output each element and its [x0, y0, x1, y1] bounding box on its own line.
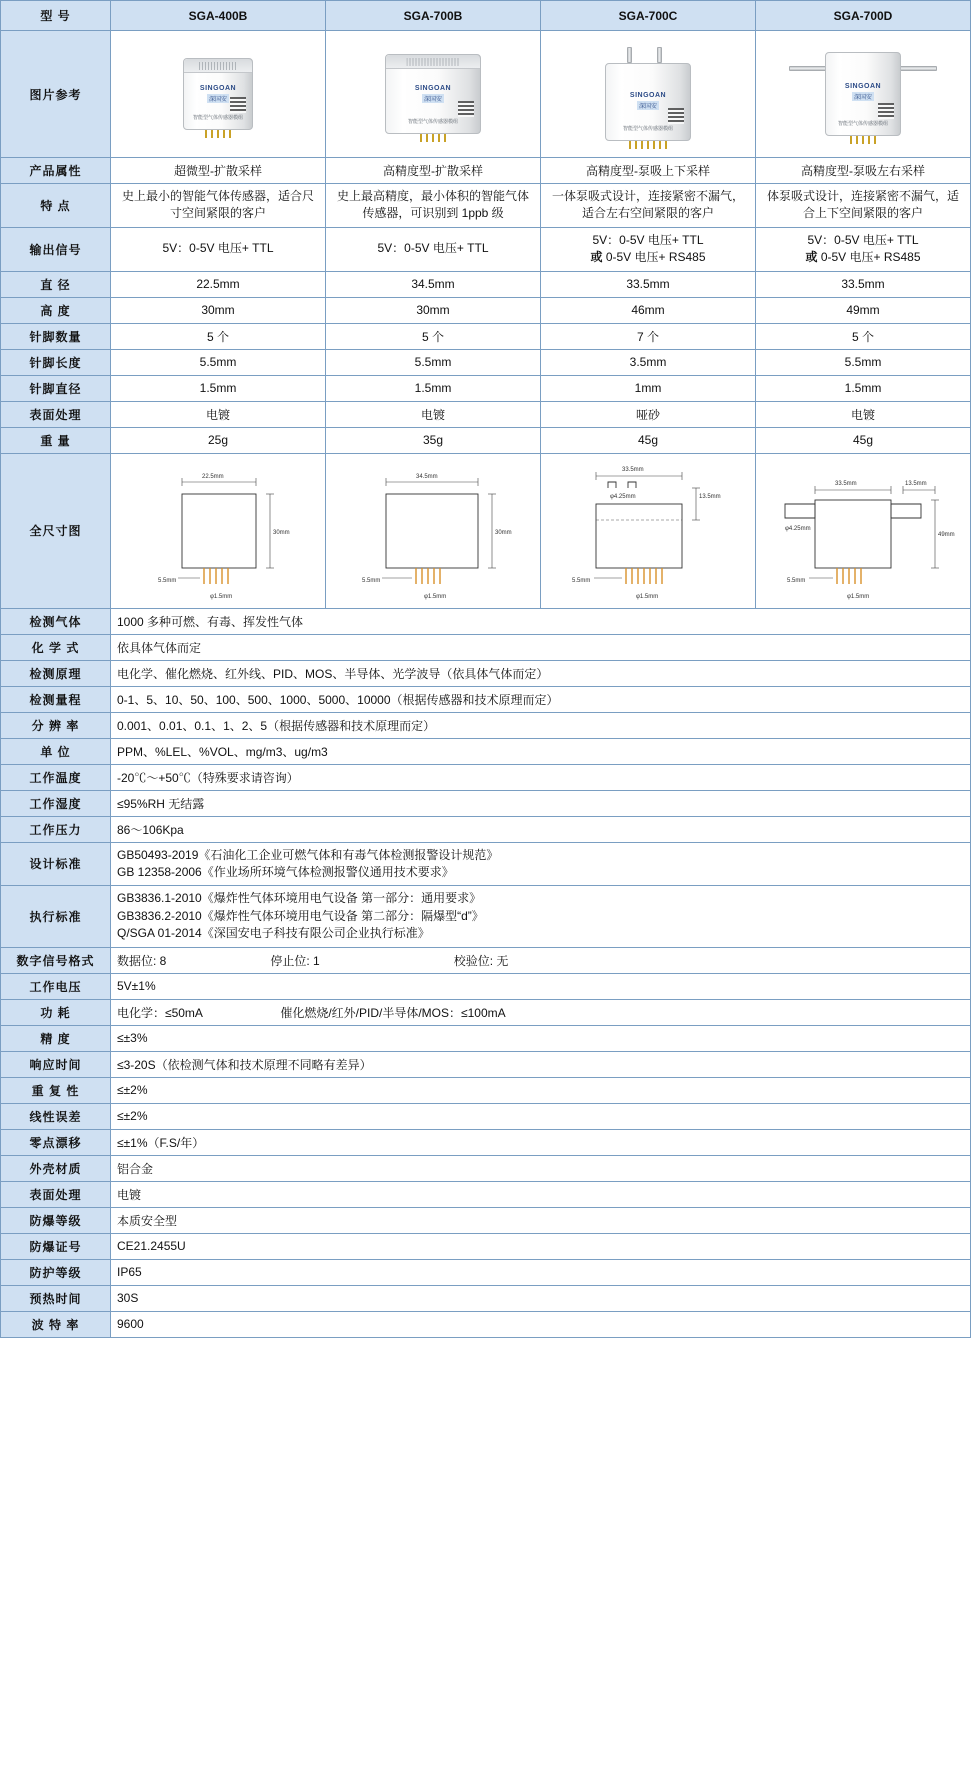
table-row-features	[1, 184, 971, 228]
table-row-explosion-proof-cert	[1, 1233, 971, 1259]
table-row-principle	[1, 660, 971, 686]
table-row-preheat-time	[1, 1285, 971, 1311]
accuracy-value: ≤±3%	[111, 1025, 971, 1051]
dimension-svg-2	[338, 458, 528, 604]
pin-diameter-value-4: 1.5mm	[756, 375, 971, 401]
table-row-pin-length	[1, 349, 971, 375]
working-temperature-value: -20℃～+50℃（特殊要求请咨询）	[111, 764, 971, 790]
table-row-response-time	[1, 1051, 971, 1077]
zero-drift-value: ≤±1%（F.S/年）	[111, 1129, 971, 1155]
dim2-pin-diameter-label: φ1.5mm	[424, 593, 447, 600]
feature-value-3: 一体泵吸式设计，连接紧密不漏气，适合左右空间紧限的客户	[541, 184, 756, 228]
row-label-weight: 重 量	[1, 427, 111, 453]
dimension-svg-1	[130, 458, 306, 604]
protection-grade-value: IP65	[111, 1259, 971, 1285]
row-label-explosion-proof-grade: 防爆等级	[1, 1207, 111, 1233]
table-row-pin-diameter	[1, 375, 971, 401]
row-label-working-voltage: 工作电压	[1, 973, 111, 999]
pin-count-value-2: 5 个	[326, 323, 541, 349]
sensor-subtext-1: 智能型气体传感器模组	[192, 115, 244, 121]
sensor-illustration-1	[183, 58, 253, 130]
pin-diameter-value-3: 1mm	[541, 375, 756, 401]
weight-value-1: 25g	[111, 427, 326, 453]
exec-standard-line-2: GB3836.2-2010《爆炸性气体环境用电气设备 第二部分：隔爆型“d”》	[117, 908, 484, 923]
table-row-baud-rate	[1, 1311, 971, 1337]
weight-value-2: 35g	[326, 427, 541, 453]
output-signal-4	[756, 227, 971, 271]
design-standard-line-1: GB50493-2019《石油化工企业可燃气体和有毒气体检测报警设计规范》	[117, 847, 499, 862]
surface-value-2: 电镀	[326, 401, 541, 427]
diameter-value-2: 34.5mm	[326, 271, 541, 297]
dimension-drawing-3	[541, 453, 756, 608]
row-label-attribute: 产品属性	[1, 158, 111, 184]
table-row-photos	[1, 31, 971, 158]
table-row-repeatability	[1, 1077, 971, 1103]
dim3-pin-length-label: 5.5mm	[572, 577, 591, 584]
table-row-weight	[1, 427, 971, 453]
diameter-value-3: 33.5mm	[541, 271, 756, 297]
row-label-shell-material: 外壳材质	[1, 1155, 111, 1181]
sensor-brand-4: SINGOAN	[844, 83, 882, 90]
row-label-explosion-proof-cert: 防爆证号	[1, 1233, 111, 1259]
row-label-working-temperature: 工作温度	[1, 764, 111, 790]
surface-value-3: 哑砂	[541, 401, 756, 427]
explosion-proof-grade-value: 本质安全型	[111, 1207, 971, 1233]
row-label-detect-gas: 检测气体	[1, 608, 111, 634]
row-label-surface-treatment-2: 表面处理	[1, 1181, 111, 1207]
table-row-resolution	[1, 712, 971, 738]
sensor-subtext-3: 智能型气体传感器模组	[622, 126, 674, 132]
attribute-value-3: 高精度型-泵吸上下采样	[541, 158, 756, 184]
row-label-accuracy: 精 度	[1, 1025, 111, 1051]
explosion-proof-cert-value: CE21.2455U	[111, 1233, 971, 1259]
dim3-nozzle-label: φ4.25mm	[610, 493, 636, 500]
chemical-formula-value: 依具体气体而定	[111, 634, 971, 660]
table-row-explosion-proof-grade	[1, 1207, 971, 1233]
design-standard-value	[111, 842, 971, 886]
diameter-value-4: 33.5mm	[756, 271, 971, 297]
table-row-digital-format	[1, 947, 971, 973]
principle-value: 电化学、催化燃烧、红外线、PID、MOS、半导体、光学波导（依具体气体而定）	[111, 660, 971, 686]
dim4-height-label: 49mm	[938, 531, 955, 538]
table-row-diameter	[1, 271, 971, 297]
model-cell-2: SGA-700B	[326, 1, 541, 31]
table-row-working-voltage	[1, 973, 971, 999]
table-row-exec-standard	[1, 886, 971, 947]
row-label-power-consumption: 功 耗	[1, 999, 111, 1025]
sensor-brand-cn-4: 深国安	[852, 92, 874, 101]
height-value-4: 49mm	[756, 297, 971, 323]
surface-value-1: 电镀	[111, 401, 326, 427]
shell-material-value: 铝合金	[111, 1155, 971, 1181]
table-row-power-consumption	[1, 999, 971, 1025]
diameter-value-1: 22.5mm	[111, 271, 326, 297]
row-label-pin-count: 针脚数量	[1, 323, 111, 349]
row-label-exec-standard: 执行标准	[1, 886, 111, 947]
working-humidity-value: ≤95%RH 无结露	[111, 790, 971, 816]
row-label-response-time: 响应时间	[1, 1051, 111, 1077]
pin-length-value-1: 5.5mm	[111, 349, 326, 375]
model-cell-4: SGA-700D	[756, 1, 971, 31]
unit-value: PPM、%LEL、%VOL、mg/m3、ug/m3	[111, 738, 971, 764]
row-label-pin-diameter: 针脚直径	[1, 375, 111, 401]
dim3-width-label: 33.5mm	[622, 466, 644, 473]
table-row-pin-count	[1, 323, 971, 349]
range-value: 0-1、5、10、50、100、500、1000、5000、10000（根据传感器和技术原理而定）	[111, 686, 971, 712]
dimension-drawing-4	[756, 453, 971, 608]
output-signal-3-line3: 0-5V 电压+ RS485	[605, 250, 706, 265]
weight-value-3: 45g	[541, 427, 756, 453]
dim4-pin-length-label: 5.5mm	[787, 577, 806, 584]
table-row-working-humidity	[1, 790, 971, 816]
table-row-attribute	[1, 158, 971, 184]
output-signal-3	[541, 227, 756, 271]
output-signal-3-line1: 5V：0-5V 电压+ TTL	[592, 232, 704, 247]
baud-rate-value: 9600	[111, 1311, 971, 1337]
row-label-baud-rate: 波 特 率	[1, 1311, 111, 1337]
row-label-range: 检测量程	[1, 686, 111, 712]
dim3-height-label: 13.5mm	[699, 493, 721, 500]
output-signal-2	[326, 227, 541, 271]
row-label-height: 高 度	[1, 297, 111, 323]
dimension-svg-4	[763, 458, 963, 604]
row-label-unit: 单 位	[1, 738, 111, 764]
row-label-model: 型 号	[1, 1, 111, 31]
repeatability-value: ≤±2%	[111, 1077, 971, 1103]
weight-value-4: 45g	[756, 427, 971, 453]
table-row-model	[1, 1, 971, 31]
pin-diameter-value-2: 1.5mm	[326, 375, 541, 401]
surface-treatment-2-value: 电镀	[111, 1181, 971, 1207]
digital-format-value	[111, 947, 971, 973]
output-signal-4-line3: 0-5V 电压+ RS485	[820, 250, 921, 265]
pin-count-value-4: 5 个	[756, 323, 971, 349]
dim2-pin-length-label: 5.5mm	[362, 577, 381, 584]
row-label-preheat-time: 预热时间	[1, 1285, 111, 1311]
dim1-pin-diameter-label: φ1.5mm	[210, 593, 233, 600]
table-row-output-signal	[1, 227, 971, 271]
sensor-subtext-4: 智能型气体传感器模组	[837, 121, 889, 127]
pin-count-value-3: 7 个	[541, 323, 756, 349]
table-row-shell-material	[1, 1155, 971, 1181]
table-row-unit	[1, 738, 971, 764]
sensor-brand-3: SINGOAN	[629, 92, 667, 99]
power-consumption-value	[111, 999, 971, 1025]
digital-format-data-bits: 数据位: 8	[117, 953, 167, 968]
sensor-brand-2: SINGOAN	[414, 85, 452, 92]
sensor-photo-sga700c	[541, 31, 756, 158]
dimension-drawing-1	[111, 453, 326, 608]
row-label-features: 特 点	[1, 184, 111, 228]
feature-value-2: 史上最高精度，最小体积的智能气体传感器，可识别到 1ppb 级	[326, 184, 541, 228]
dim2-width-label: 34.5mm	[416, 473, 438, 480]
row-label-chemical-formula: 化 学 式	[1, 634, 111, 660]
sensor-illustration-2	[385, 54, 481, 134]
design-standard-line-2: GB 12358-2006《作业场所环境气体检测报警仪通用技术要求》	[117, 864, 454, 879]
row-label-photos: 图片参考	[1, 31, 111, 158]
digital-format-stop-bits: 停止位: 1	[270, 953, 320, 968]
working-pressure-value: 86～106Kpa	[111, 816, 971, 842]
dim3-pin-diameter-label: φ1.5mm	[636, 593, 659, 600]
sensor-photo-sga700d	[756, 31, 971, 158]
linearity-error-value: ≤±2%	[111, 1103, 971, 1129]
model-cell-3: SGA-700C	[541, 1, 756, 31]
pin-count-value-1: 5 个	[111, 323, 326, 349]
sensor-illustration-3	[605, 47, 691, 141]
row-label-design-standard: 设计标准	[1, 842, 111, 886]
dim4-right-label: 13.5mm	[905, 480, 927, 487]
table-row-detect-gas	[1, 608, 971, 634]
exec-standard-value	[111, 886, 971, 947]
row-label-working-humidity: 工作湿度	[1, 790, 111, 816]
exec-standard-line-3: Q/SGA 01-2014《深国安电子科技有限公司企业执行标准》	[117, 926, 430, 941]
output-signal-3-line23	[547, 249, 749, 266]
output-signal-4-line1: 5V：0-5V 电压+ TTL	[807, 232, 919, 247]
sensor-brand-cn-1: 深国安	[207, 94, 229, 103]
feature-value-1: 史上最小的智能气体传感器，适合尺寸空间紧限的客户	[111, 184, 326, 228]
row-label-principle: 检测原理	[1, 660, 111, 686]
height-value-1: 30mm	[111, 297, 326, 323]
table-row-height	[1, 297, 971, 323]
table-row-chemical-formula	[1, 634, 971, 660]
row-label-output-signal: 输出信号	[1, 227, 111, 271]
attribute-value-2: 高精度型-扩散采样	[326, 158, 541, 184]
row-label-diameter: 直 径	[1, 271, 111, 297]
dimension-drawing-2	[326, 453, 541, 608]
row-label-dimension-drawings: 全尺寸图	[1, 453, 111, 608]
output-signal-4-or: 或	[805, 250, 818, 265]
output-signal-1	[111, 227, 326, 271]
row-label-protection-grade: 防护等级	[1, 1259, 111, 1285]
detect-gas-value: 1000 多种可燃、有毒、挥发性气体	[111, 608, 971, 634]
row-label-pin-length: 针脚长度	[1, 349, 111, 375]
sensor-brand-1: SINGOAN	[199, 85, 237, 92]
working-voltage-value: 5V±1%	[111, 973, 971, 999]
pin-length-value-2: 5.5mm	[326, 349, 541, 375]
dim1-width-label: 22.5mm	[202, 473, 224, 480]
height-value-2: 30mm	[326, 297, 541, 323]
table-row-protection-grade	[1, 1259, 971, 1285]
response-time-value: ≤3-20S（依检测气体和技术原理不同略有差异）	[111, 1051, 971, 1077]
table-row-working-pressure	[1, 816, 971, 842]
sensor-illustration-4	[825, 52, 901, 136]
table-row-range	[1, 686, 971, 712]
dimension-svg-3	[552, 458, 744, 604]
attribute-value-1: 超微型-扩散采样	[111, 158, 326, 184]
table-body	[1, 1, 971, 1338]
row-label-working-pressure: 工作压力	[1, 816, 111, 842]
table-row-surface-treatment-2	[1, 1181, 971, 1207]
dim4-nozzle-label: φ4.25mm	[785, 525, 811, 532]
row-label-digital-format: 数字信号格式	[1, 947, 111, 973]
table-row-working-temperature	[1, 764, 971, 790]
row-label-linearity-error: 线性误差	[1, 1103, 111, 1129]
height-value-3: 46mm	[541, 297, 756, 323]
power-others: 催化燃烧/红外/PID/半导体/MOS：≤100mA	[280, 1005, 506, 1020]
output-signal-4-line23	[762, 249, 964, 266]
feature-value-4: 体泵吸式设计，连接紧密不漏气，适合上下空间紧限的客户	[756, 184, 971, 228]
row-label-surface-treatment: 表面处理	[1, 401, 111, 427]
table-row-accuracy	[1, 1025, 971, 1051]
table-row-design-standard	[1, 842, 971, 886]
sensor-brand-cn-2: 深国安	[422, 94, 444, 103]
table-row-zero-drift	[1, 1129, 971, 1155]
row-label-resolution: 分 辨 率	[1, 712, 111, 738]
table-row-surface-treatment	[1, 401, 971, 427]
output-signal-3-or: 或	[590, 250, 603, 265]
table-row-linearity-error	[1, 1103, 971, 1129]
model-cell-1: SGA-400B	[111, 1, 326, 31]
row-label-repeatability: 重 复 性	[1, 1077, 111, 1103]
dim1-pin-length-label: 5.5mm	[158, 577, 177, 584]
dim1-height-label: 30mm	[273, 529, 290, 536]
preheat-time-value: 30S	[111, 1285, 971, 1311]
dim4-width-label: 33.5mm	[835, 480, 857, 487]
row-label-zero-drift: 零点漂移	[1, 1129, 111, 1155]
pin-length-value-3: 3.5mm	[541, 349, 756, 375]
sensor-photo-sga400b	[111, 31, 326, 158]
power-electrochemical: 电化学：≤50mA	[117, 1005, 203, 1020]
table-row-dimension-drawings	[1, 453, 971, 608]
digital-format-parity: 校验位: 无	[453, 953, 509, 968]
dim4-pin-diameter-label: φ1.5mm	[847, 593, 870, 600]
pin-diameter-value-1: 1.5mm	[111, 375, 326, 401]
sensor-subtext-2: 智能型气体传感器模组	[407, 119, 459, 125]
exec-standard-line-1: GB3836.1-2010《爆炸性气体环境用电气设备 第一部分：通用要求》	[117, 891, 482, 906]
surface-value-4: 电镀	[756, 401, 971, 427]
sensor-photo-sga700b	[326, 31, 541, 158]
output-signal-2-line1: 5V：0-5V 电压+ TTL	[377, 241, 489, 256]
output-signal-1-line1: 5V：0-5V 电压+ TTL	[162, 241, 274, 256]
dim2-height-label: 30mm	[495, 529, 512, 536]
pin-length-value-4: 5.5mm	[756, 349, 971, 375]
attribute-value-4: 高精度型-泵吸左右采样	[756, 158, 971, 184]
sensor-brand-cn-3: 深国安	[637, 101, 659, 110]
resolution-value: 0.001、0.01、0.1、1、2、5（根据传感器和技术原理而定）	[111, 712, 971, 738]
